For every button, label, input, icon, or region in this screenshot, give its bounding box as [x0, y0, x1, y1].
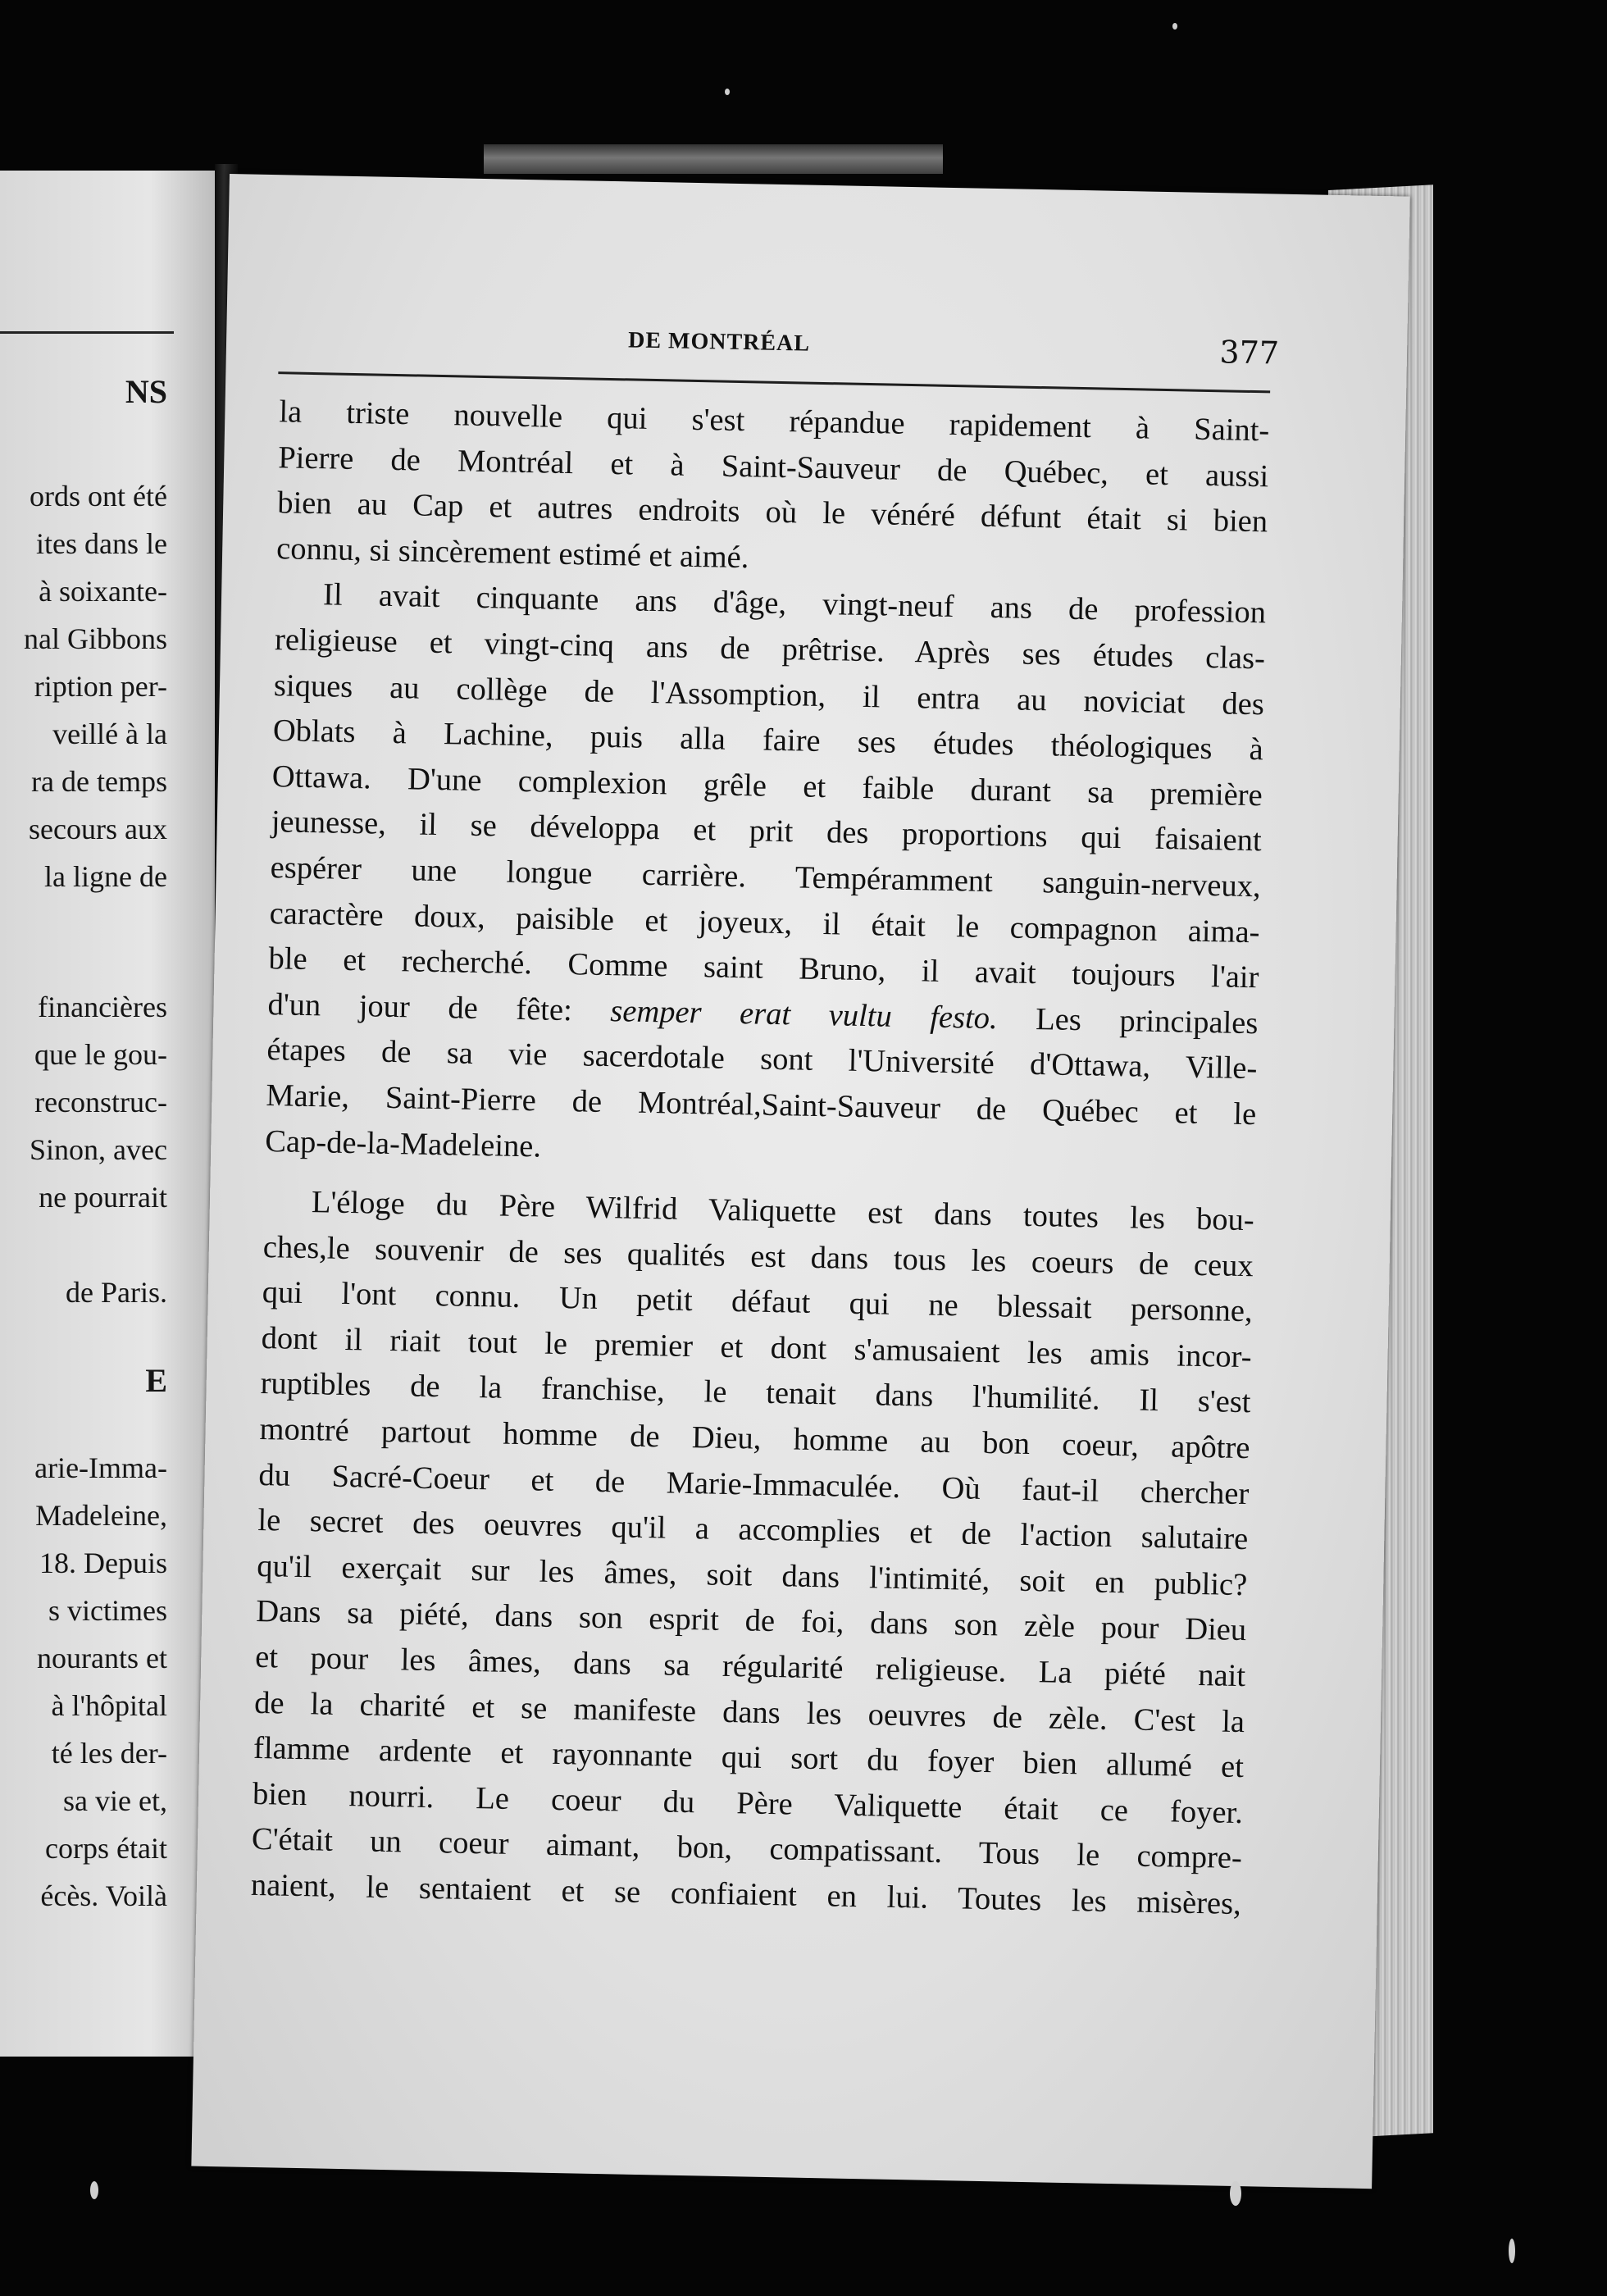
- text-line: qui l'ont connu. Un petit défaut qui ne blessait personne,: [262, 1275, 1253, 1329]
- text-line: ches,le souvenir de ses qualités est dans tous les coeurs de ceux: [262, 1229, 1254, 1283]
- left-line: corps était: [45, 1832, 167, 1865]
- text-line: L'éloge du Père Wilfrid Valiquette est dans toutes les bou-: [311, 1185, 1255, 1238]
- dust-speck: [1509, 2239, 1515, 2263]
- page-body: [250, 390, 1269, 1927]
- text-line: Marie, Saint-Pierre de Montréal,Saint-Sauveur de Québec et le: [266, 1077, 1257, 1132]
- left-page-heading: E: [145, 1362, 167, 1399]
- left-line: la ligne de: [44, 860, 167, 893]
- text-line: espérer une longue carrière. Tempéramment sanguin-nerveux,: [270, 850, 1261, 904]
- text-line: siques au collège de l'Assomption, il entra au noviciat des: [273, 667, 1265, 722]
- paragraph: [265, 572, 1267, 1184]
- dust-speck: [1172, 23, 1177, 30]
- left-line: veillé à la: [52, 718, 167, 750]
- running-title: DE MONTRÉAL: [627, 327, 811, 357]
- text-line: ruptibles de la franchise, le tenait dans l'humilité. Il s'est: [260, 1366, 1251, 1420]
- text-line: étapes de sa vie sacerdotale sont l'Université d'Ottawa, Ville-: [266, 1032, 1258, 1086]
- left-line: nal Gibbons: [24, 622, 167, 655]
- text-line: connu, si sincèrement estimé et aimé.: [275, 531, 749, 576]
- left-line: ra de temps: [31, 765, 167, 798]
- text-line: et pour les âmes, dans sa régularité religieuse. La piété nait: [254, 1639, 1246, 1694]
- text-line: flamme ardente et rayonnante qui sort du foyer bien allumé et: [253, 1731, 1245, 1785]
- left-line: Madeleine,: [35, 1499, 167, 1532]
- text-line: montré partout homme de Dieu, homme au bon coeur, apôtre: [259, 1412, 1250, 1466]
- left-line: secours aux: [29, 813, 167, 845]
- left-line: ne pourrait: [39, 1181, 167, 1214]
- text-line: Il avait cinquante ans d'âge, vingt-neuf ans de profession: [322, 577, 1267, 631]
- left-line: nourants et: [37, 1642, 167, 1674]
- text-line: religieuse et vingt-cinq ans de prêtrise. Après ses études clas-: [274, 622, 1266, 676]
- left-line: té les der-: [51, 1737, 167, 1770]
- left-line: financières: [38, 991, 167, 1023]
- text-line: qu'il exerçait sur les âmes, soit dans l'intimité, soit en public?: [257, 1548, 1248, 1602]
- dust-speck: [725, 89, 730, 95]
- left-line: ription per-: [34, 670, 167, 703]
- text-line: la triste nouvelle qui s'est répandue rapidement à Saint-: [279, 394, 1270, 449]
- text-line: C'était un coeur aimant, bon, compatissant. Tous le compre-: [251, 1822, 1243, 1876]
- page-number: 377: [1219, 334, 1280, 371]
- left-line: de Paris.: [66, 1276, 167, 1309]
- left-line: arie-Imma-: [34, 1451, 167, 1484]
- left-line: reconstruc-: [34, 1086, 167, 1118]
- text-line: Dans sa piété, dans son esprit de foi, dans son zèle pour Dieu: [255, 1594, 1247, 1648]
- text-line: caractère doux, paisible et joyeux, il était le compagnon aima-: [269, 895, 1260, 950]
- left-line: à soixante-: [39, 575, 167, 608]
- left-line: que le gou-: [34, 1038, 167, 1071]
- dust-speck: [1230, 2181, 1241, 2206]
- paragraph: [276, 390, 1270, 591]
- text-fragment: Les principales: [997, 1000, 1259, 1041]
- left-page-heading: NS: [125, 373, 167, 410]
- scanner-shadow-band: [484, 144, 943, 174]
- text-line: Pierre de Montréal et à Saint-Sauveur de Québec, et aussi: [277, 440, 1269, 494]
- text-line: dont il riait tout le premier et dont s'amusaient les amis incor-: [261, 1320, 1252, 1375]
- left-line: ites dans le: [36, 527, 167, 560]
- text-line: naient, le sentaient et se confiaient en lui. Toutes les misères,: [250, 1867, 1242, 1922]
- book-page: [191, 174, 1409, 2189]
- left-line: s victimes: [48, 1594, 167, 1627]
- latin-quote: semper erat vultu festo.: [609, 993, 999, 1036]
- left-page-fragment: [0, 171, 215, 2057]
- paragraph: [250, 1179, 1254, 1928]
- left-line: 18. Depuis: [39, 1547, 167, 1579]
- text-line: Oblats à Lachine, puis alla faire ses études théologiques à: [272, 713, 1264, 768]
- text-line: le secret des oeuvres qu'il a accomplies et de l'action salutaire: [257, 1503, 1249, 1557]
- text-line: Cap-de-la-Madeleine.: [264, 1123, 542, 1164]
- left-page-rule: [0, 331, 174, 334]
- text-line: de la charité et se manifeste dans les oeuvres de zèle. C'est la: [253, 1685, 1245, 1739]
- text-line: Ottawa. D'une complexion grêle et faible durant sa première: [271, 758, 1263, 813]
- text-line: du Sacré-Coeur et de Marie-Immaculée. Où faut-il chercher: [258, 1457, 1250, 1511]
- text-line: jeunesse, il se développa et prit des proportions qui faisaient: [271, 804, 1263, 859]
- text-fragment: d'un jour de fête:: [267, 986, 611, 1028]
- text-line: ble et recherché. Comme saint Bruno, il avait toujours l'air: [268, 941, 1259, 995]
- left-line: à l'hôpital: [51, 1689, 167, 1722]
- text-line: bien nourri. Le coeur du Père Valiquette était ce foyer.: [252, 1776, 1244, 1830]
- left-line: sa vie et,: [63, 1784, 167, 1817]
- left-line: Sinon, avec: [30, 1133, 167, 1166]
- text-line: bien au Cap et autres endroits où le vénéré défunt était si bien: [276, 485, 1268, 540]
- left-line: écès. Voilà: [40, 1879, 167, 1912]
- left-line: ords ont été: [30, 480, 167, 512]
- dust-speck: [90, 2181, 98, 2199]
